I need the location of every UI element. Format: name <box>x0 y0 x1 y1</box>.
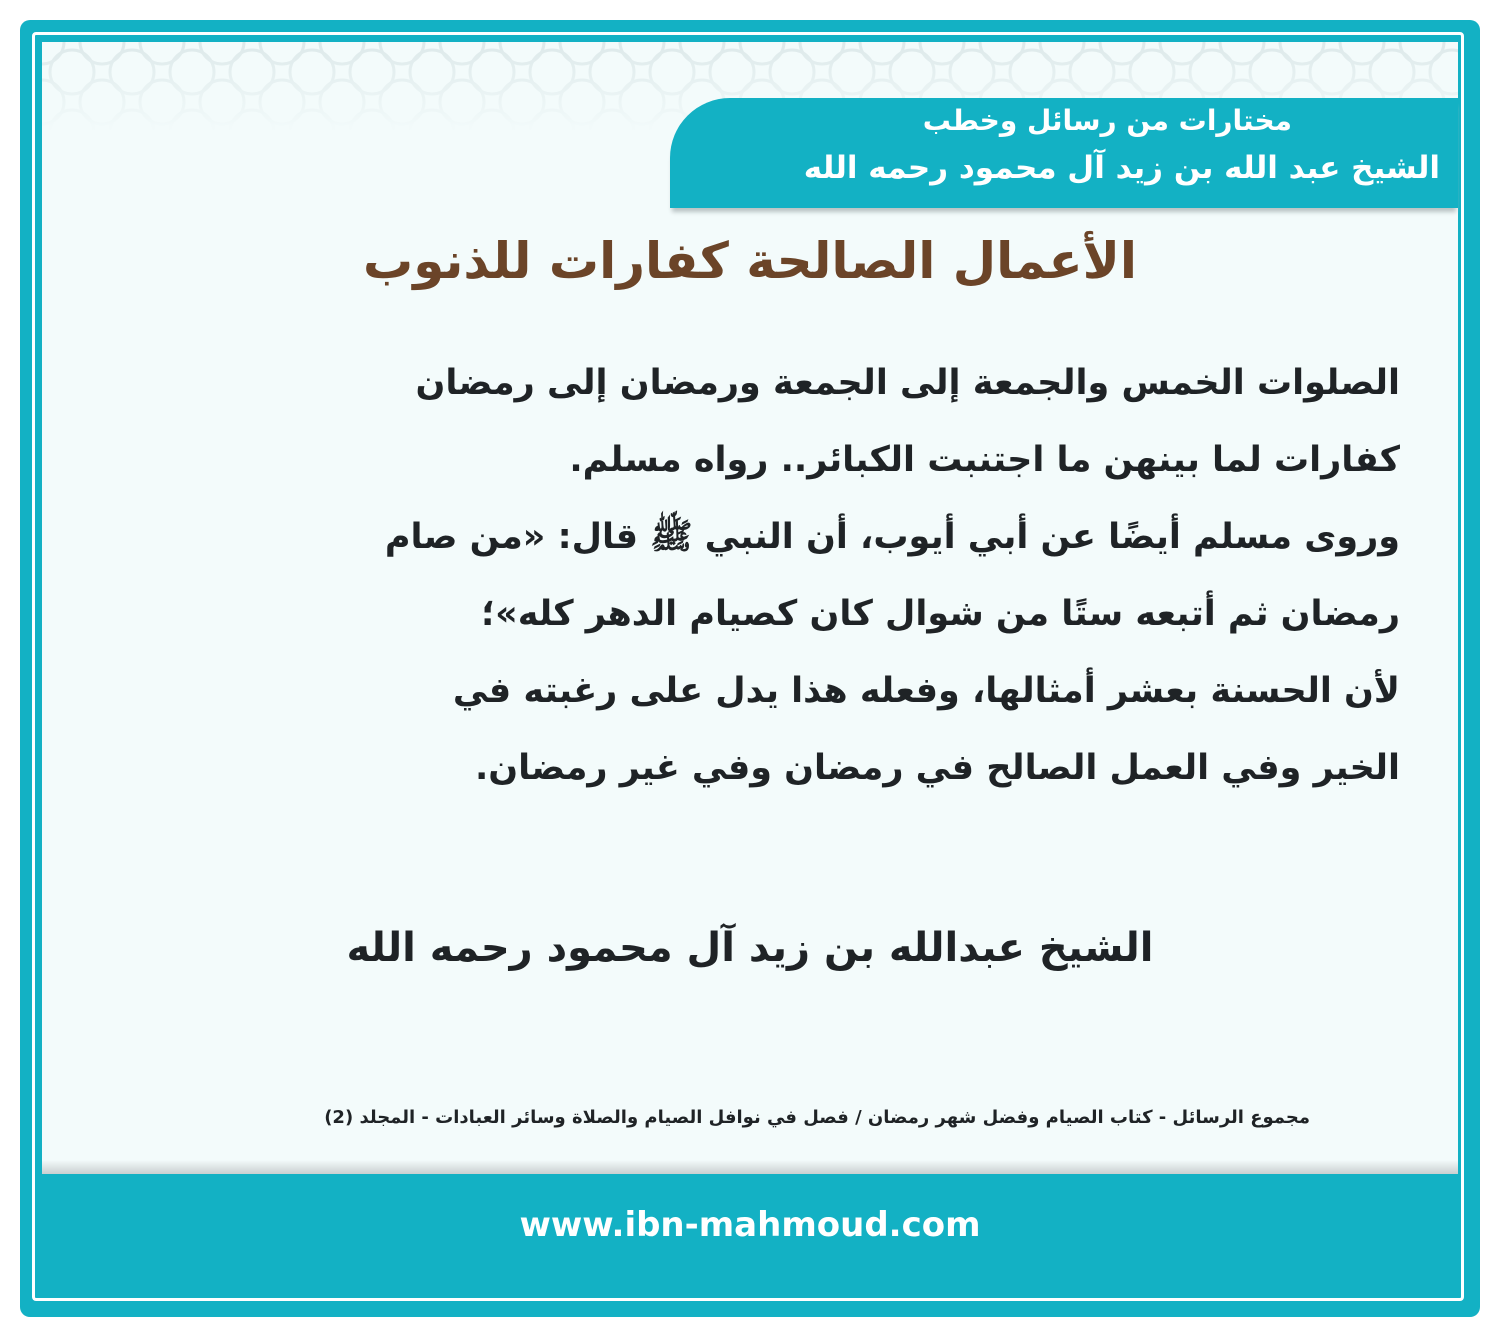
source-reference: مجموع الرسائل - كتاب الصيام وفضل شهر رمضان / فصل في نوافل الصيام والصلاة وسائر العبادات - المجلد (2) <box>324 1107 1310 1128</box>
text-line: وروى مسلم أيضًا عن أبي أيوب، أن النبي ﷺ قال: «من صام <box>384 517 1400 557</box>
text-line: الخير وفي العمل الصالح في رمضان وفي غير رمضان. <box>474 748 1400 788</box>
hadith-text <box>170 345 1400 807</box>
text-line: كفارات لما بينهن ما اجتنبت الكبائر.. رواه مسلم. <box>569 440 1400 480</box>
page-title: الأعمال الصالحة كفارات للذنوب <box>363 232 1137 290</box>
text-line: رمضان ثم أتبعه ستًا من شوال كان كصيام الدهر كله»؛ <box>481 594 1400 634</box>
text-line: لأن الحسنة بعشر أمثالها، وفعله هذا يدل على رغبته في <box>452 671 1400 711</box>
text-line: الصلوات الخمس والجمعة إلى الجمعة ورمضان إلى رمضان <box>415 363 1400 403</box>
panel-shadow <box>42 1160 1458 1174</box>
header-banner <box>670 98 1458 208</box>
website-link[interactable]: www.ibn-mahmoud.com <box>519 1205 981 1245</box>
header-author: الشيخ عبد الله بن زيد آل محمود رحمه الله <box>803 150 1440 186</box>
header-subtitle: مختارات من رسائل وخطب <box>922 104 1292 137</box>
author-signature: الشيخ عبدالله بن زيد آل محمود رحمه الله <box>346 925 1154 971</box>
